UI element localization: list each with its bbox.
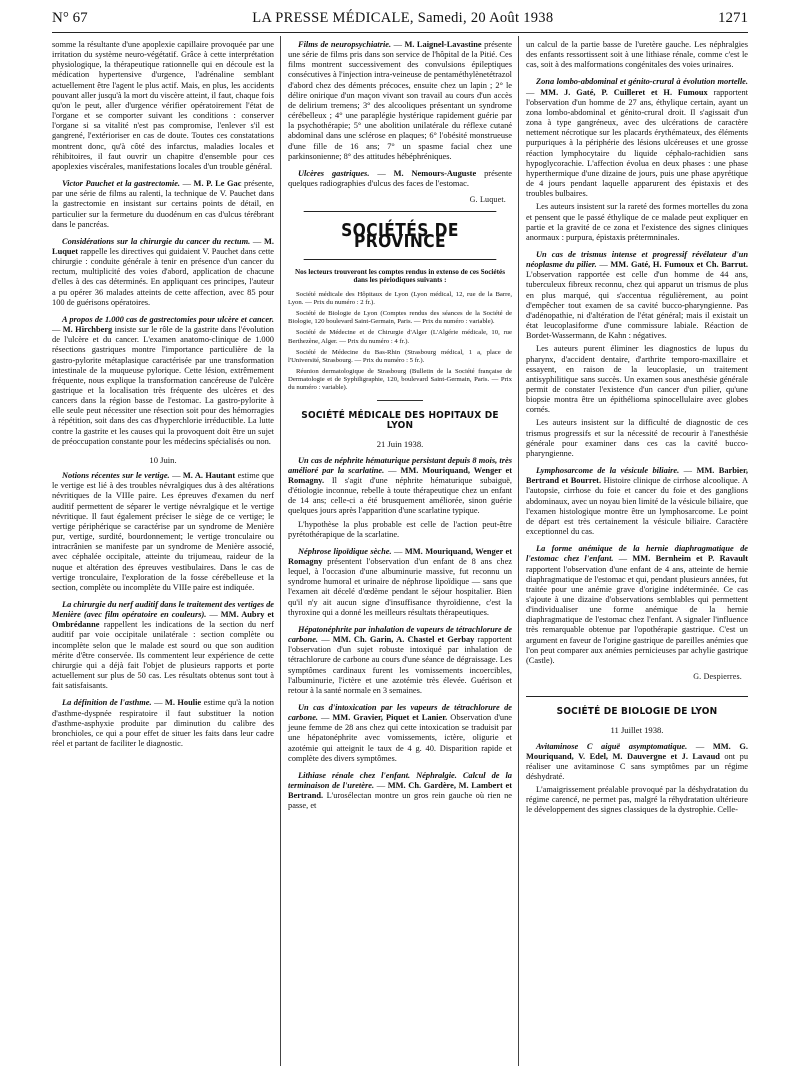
- article-body: L'observation rapportée est celle d'un homme de 44 ans, tuberculeux fibreux reconnu, chez qui apparut un trismus de plus en plus marqué, qui s'accentua régulièrement, au point d'empêcher tout examen de sa cavité bucco-pharyngienne. Pas d'adénopathie, ni d'altération de l'état général; mais il existait un état leucoplasiforme d'une commissure labiale. Réaction de Bordet-Wassermann, de Kahn : négatives.: [526, 270, 748, 341]
- article-title: Hépatonéphrite par inhalation de vapeurs de tétrachlorure de carbone.: [288, 624, 512, 645]
- article-title: Lithiase rénale chez l'enfant. Néphralgie. Calcul de la terminaison de l'uretère.: [288, 770, 512, 791]
- article-author: MM. G. Mouriquand, V. Edel, M. Dauvergne et J. Lavaud: [526, 741, 748, 761]
- society-entry: Société médicale des Hôpitaux de Lyon (Lyon médical, 12, rue de la Barre, Lyon. — Prix du numéro : 2 fr.).: [288, 291, 512, 307]
- article-author: MM. Ch. Gardère, M. Lambert et Bertrand.: [288, 781, 513, 801]
- column-divider: [280, 36, 281, 1066]
- article-author: M. Luquet: [52, 236, 274, 256]
- page-number-left: N° 67: [52, 10, 88, 26]
- article-author: M. A. Hautant: [182, 471, 236, 481]
- paragraph: Les auteurs insistent sur la rareté des formes mortelles du zona et pensent que le passé éthylique de ce malade peut expliquer en partie et la gravité de ce zona et l'existence des signes cliniques anormaux : purpura, épistaxis prétermninales.: [526, 202, 748, 242]
- article-body: rapportent l'observation d'un sujet robuste intoxiqué par inhalation de tétrachlorure de carbone au cours d'une séance de dégraissage. Les symptômes cardinaux furent les vomissements incoercibles, l'albuminurie, l'ictère et une azotémie très élevée. Guérison et retour à la santé normale en 3 semaines.: [288, 635, 512, 695]
- article-body: rappellent les indications de la section du nerf auditif par voie occipitale unilatérale : section complète ou incomplète selon que le malade est sourd ou que son audition mérite d'être conservée. Ils commentent leur expérience de cette chirurgie qui a déjà fait l'objet de plusieurs rapports et porte actuellement sur plus de 50 cas. Les résultats obtenus sont tout à fait satisfaisants.: [52, 620, 274, 691]
- article-title: La chirurgie du nerf auditif dans le traitement des vertiges de Menière (avec film opératoire en couleurs).: [52, 599, 274, 620]
- article: Un cas de néphrite hématurique persistant depuis 8 mois, très amélioré par la scarlatine. — MM. Mouriquand, Wenger et Romagny. Il s'agit d'une néphrite hématurique subaiguë, d'étiologie inconnue, rebelle à toute thérapeutique chez un enfant de 14 ans; celle-ci a été brusquement améliorée, sinon guérie quelques jours après l'apparition d'une scarlatine typique.: [288, 455, 513, 516]
- article-author: MM. Mouriquand, Wenger et Romagny: [288, 546, 512, 566]
- article-author: MM. Bernheim et P. Ravault: [632, 554, 749, 564]
- article-author: M. Houlie: [164, 698, 202, 708]
- column-divider: [518, 36, 519, 1066]
- paragraph: L'hypothèse la plus probable est celle de l'action peut-être pyrétothérapique de la scarlatine.: [288, 519, 512, 539]
- article-title: Victor Pauchet et la gastrectomie.: [62, 179, 181, 189]
- society-heading: SOCIÉTÉ MÉDICALE DES HOPITAUX DE LYON: [301, 410, 499, 432]
- society-entry: Société de Biologie de Lyon (Comptes rendus des séances de la Société de Biologie, 120 boulevard Saint-Germain, Paris. — Prix du numéro : variable).: [288, 310, 512, 326]
- article: A propos de 1.000 cas de gastrectomies pour ulcère et cancer. — M. Hirchberg insiste sur le rôle de la gastrite dans l'évolution de l'ulcère et du cancer. L'examen anatomo-clinique de 1.000 résections gastriques montre l'importance particulière de la gastro-pylorite métaplasique caractérisée par une transformation intestinale de la muqueuse pylorique. Cette lésion, extrêmement fréquente, nous explique la transformation cancéreuse de l'ulcère gastrique et la localisation très fréquente des ulcères et des cancers dans la région basse de l'estomac. La gastro-pylorite à elle seule peut nécessiter une résection soit pour des hémorragies à répétition, soit dans des cas d'hyperchlorie irréductible. La lutte contre la gastrite et les causes qui la provoquent doit être un sujet de préoccupation constante pour les médecins spécialisés ou non.: [52, 314, 274, 446]
- article: Un cas de trismus intense et progressif révélateur d'un néoplasme du pilier. — MM. Gaté, H. Fumoux et Ch. Barrut. L'observation rapportée est celle d'un homme de 44 ans, tuberculeux fibreux reconnu, chez qui apparut un trismus de plus en plus marqué, qui s'accentua régulièrement, au point d'empêcher tout examen de sa cavité bucco-pharyngienne. Pas d'adénopathie, ni d'altération de l'état général; mais il existait un état leucoplasiforme d'une commissure labiale. Réaction de Bordet-Wassermann, de Kahn : négatives.: [526, 249, 749, 341]
- article-author: MM. Aubry et Ombrédanne: [52, 610, 275, 630]
- header-rule: [52, 32, 748, 33]
- column-right: [526, 40, 748, 819]
- article-title: La définition de l'asthme.: [62, 698, 152, 708]
- session-date: 21 Juin 1938.: [376, 439, 424, 450]
- article-body: estime qu'à la notion d'asthme-dyspnée respiratoire il faut substituer la notion d'asthme-asphyxie produite par diminution du calibre des bronchioles, ce qui a pour effet de situer les faits dans leur cadre réel et partant de faciliter le diagnostic.: [52, 698, 274, 748]
- article-body: L'urosélectan montre un gros rein gauche où rien ne passe, et: [288, 791, 512, 811]
- section-title-box: [304, 211, 497, 259]
- article-title: Un cas de trismus intense et progressif révélateur d'un néoplasme du pilier.: [526, 249, 748, 270]
- article-title: Zona lombo-abdominal et génito-crural à évolution mortelle.: [536, 77, 748, 87]
- section-intro: Nos lecteurs trouveront les comptes rendus in extenso de ces Sociétés dans les périodiques suivants :: [294, 267, 505, 285]
- column-left: [52, 40, 274, 752]
- article-author: MM. Gaté, H. Fumoux et Ch. Barrut.: [610, 260, 749, 270]
- paragraph: un calcul de la partie basse de l'uretère gauche. Les néphralgies des enfants ressortissent soit à une lithiase rénale, comme c'est le cas, soit à des malformations congénitales des voies urinaires.: [526, 40, 748, 70]
- divider: [377, 400, 423, 401]
- article-title: Films de neuropsychiatrie.: [298, 40, 392, 49]
- article-title: Avitaminose C aiguë asymptomatique.: [536, 741, 688, 751]
- article-body: rappelle les directives qui guidaient V. Pauchet dans cette chirurgie : conduite générale à tenir en présence d'un cancer du rectum, multiplicité des voies d'abord, application de chacune d'elles à des cas déterminés. En appliquant ces principes, l'auteur a pu opérer 36 malades atteints de cette affection, avec 85 pour 100 de guérisons opératoires.: [52, 246, 274, 307]
- article-body: rapportent l'observation d'une enfant de 4 ans, atteinte de hernie diaphragmatique de l'estomac et qui, pendant plusieurs années, fut traitée pour une anémie grave d'origine indéterminée. Ce cas s'ajoute à une dizaine d'observations semblables qui permettent d'individualiser une forme anémique de la hernie diaphragmatique de l'estomac chez l'enfant. A signaler l'influence très remarquable obtenue par l'opothérapie gastrique. C'est un argument en faveur de l'origine gastrique de pareilles anémies que l'on peut comparer aux anémies pernicieuses par achylie gastrique (Castle).: [526, 564, 748, 665]
- article: Un cas d'intoxication par les vapeurs de tétrachlorure de carbone. — MM. Gravier, Piquet et Lanier. Observation d'une jeune femme de 28 ans chez qui cette intoxication se traduisit par une hépatonéphrite avec vomissements, ictère, oligurie et azotémie qui atteignit le taux de 4 g. 40. Disparition rapide et complète des divers symptômes.: [288, 703, 512, 763]
- article-author: MM. Barbier, Bertrand et Bourret.: [526, 466, 748, 486]
- article: Néphrose lipoïdique sèche. — MM. Mouriquand, Wenger et Romagny présentent l'observation d'un enfant de 8 ans chez lequel, à l'occasion d'une albuminurie massive, fut reconnu un syndrome humoral et urinaire de néphrose lipoïdique — sans que l'examen ait décelé d'œdème pendant le séjour hospitalier. Bien qu'il n'y ait aucun signe d'insuffisance thyroïdienne, c'est la thyroxine qui a donné les meilleurs résultats thérapeutiques.: [288, 546, 513, 617]
- article-body: estime que le vertige est lié à des troubles névralgiques dus à des altérations névritiques de la VIIIe paire. Les épreuves d'examen du nerf auditif permettent de séparer le vertige névralgique et le vertige névritique. Il faut également préciser le siège de ce vertige; le vertige périphérique se caractérise par un syndrome de Menière pur, vertige, surdité, bourdonnement; le vertige tronculaire ou intracrânien se manifeste par un syndrome de Menière associé, avec céphalée occipitale, atteinte du trijumeau, raideur de la nuque et altération des épreuves vestibulaires. Dans le cas de vertige tronculaire, l'exploration de la fosse cérébelleuse et la section, complète ou incomplète du VIIIe paire est indiquée.: [52, 471, 275, 592]
- article-body: présentent l'observation d'un enfant de 8 ans chez lequel, à l'occasion d'une albuminurie massive, fut reconnu un syndrome humoral et urinaire de néphrose lipoïdique — sans que l'examen ait décelé d'œdème pendant le séjour hospitalier. Bien qu'il n'y ait aucun signe d'insuffisance thyroïdienne, c'est la thyroxine qui a donné les meilleurs résultats thérapeutiques.: [288, 556, 513, 617]
- page-header: [52, 10, 748, 34]
- society-heading: SOCIÉTÉ DE BIOLOGIE DE LYON: [556, 706, 718, 718]
- article-title: Un cas de néphrite hématurique persistant depuis 8 mois, très amélioré par la scarlatine.: [288, 455, 512, 475]
- article-author: M. Hirchberg: [62, 325, 113, 335]
- article-author: MM. J. Gaté, P. Cuilleret et H. Fumoux: [540, 87, 708, 97]
- column-middle: [288, 40, 512, 815]
- signature: G. Luquet.: [469, 195, 506, 205]
- article: Ulcères gastriques. — M. Nemours-Auguste présente quelques radiographies d'ulcus des faces de l'estomac.: [288, 168, 512, 189]
- paragraph: L'amaigrissement préalable provoqué par la déshydratation du régime carencé, ne permet pas, malgré la réhydratation ultérieure le développement des signes classiques de la dystrophie. Celle-: [526, 785, 748, 815]
- article-body: ont pu réaliser une avitaminose C sans symptômes par un régime déshydraté.: [526, 751, 749, 781]
- session-date: 10 Juin.: [149, 454, 177, 465]
- article: La forme anémique de la hernie diaphragmatique de l'estomac chez l'enfant. — MM. Bernheim et P. Ravault rapportent l'observation d'une enfant de 4 ans, atteinte de hernie diaphragmatique de l'estomac et qui, pendant plusieurs années, fut traitée pour une anémie grave d'origine indéterminée. Ce cas s'ajoute à une dizaine d'observations semblables qui permettent d'individualiser une forme anémique de la hernie diaphragmatique de l'estomac chez l'enfant. A signaler l'influence très remarquable obtenue par l'opothérapie gastrique. C'est un argument en faveur de l'origine gastrique de pareilles anémies que l'on peut comparer aux anémies pernicieuses par achylie gastrique (Castle).: [526, 544, 749, 665]
- article: Films de neuropsychiatrie. — M. Laignel-Lavastine présente une série de films pris dans son service de l'hôpital de la Pitié. Ces films montrent successivement des convulsions épileptiques consécutives à l'injection intra-veineuse de pentaméthylènetétrazol d'abord chez des déments précoces, ensuite chez un lapin ; 2° le délire onirique d'un maçon vivant son travail au cours d'un accès de delirium tremens; 3° des alcooliques présentant un syndrome cérébelleux ; 4° une paraplégie hystérique rapidement guérie par la psychothérapie; 5° une abolition unilatérale du réflexe cutané abdominal dans une sclérose en plaques; 6° l'obésité monstrueuse d'une fille de 16 ans; 7° un spasme facial chez une parkinsonienne; 8° des attitudes hébéphréniques.: [288, 40, 512, 161]
- article-title: Notions récentes sur le vertige.: [62, 471, 170, 481]
- article: Considérations sur la chirurgie du cancer du rectum. — M. Luquet rappelle les directives qui guidaient V. Pauchet dans cette chirurgie : conduite générale à tenir en présence d'un cancer du rectum, multiplicité des voies d'abord, application de chacune d'elles à des cas déterminés. En appliquant ces principes, l'auteur a pu opérer 36 malades atteints de cette affection, avec 85 pour 100 de guérisons opératoires.: [52, 236, 274, 307]
- paragraph: Les auteurs purent éliminer les diagnostics de lupus du pharynx, d'accident dentaire, d'arthrite temporo-maxillaire et essayent, en raison de la leucoplasie, un traitement antisyphilitique sans succès. Un examen sous anesthésie générale permit de constater l'existence d'un cancer d'un pilier, qu'une biopsie montra être un épithélioma spinocellulaire avec globes cornés.: [526, 344, 748, 415]
- article-author: MM. Mouriquand, Wenger et Romagny.: [288, 465, 512, 485]
- society-entry: Société de Médecine du Bas-Rhin (Strasbourg médical, 1 a, place de l'Université, Strasbourg. — Prix du numéro : 5 fr.).: [288, 348, 512, 364]
- article-author: M. Nemours-Auguste: [393, 168, 477, 178]
- society-entry: Réunion dermatologique de Strasbourg (Bulletin de la Société française de Dermatologie et de Syphiligraphie, 120, boulevard Saint-Germain, Paris. — Prix du numéro : variable).: [288, 367, 512, 391]
- article-author: M. P. Le Gac: [193, 179, 242, 189]
- article-body: Histoire clinique de cirrhose alcoolique. A l'autopsie, cirrhose du foie et cancer du foie et des ganglions abdominaux, avec un noyau bien limité de la vésicule biliaire, que l'examen histologique montre être un lymphosarcome. Le point de départ est très certainement la vésicule biliaire. Caractère exceptionnel du cas.: [526, 476, 748, 537]
- article: Avitaminose C aiguë asymptomatique. — MM. G. Mouriquand, V. Edel, M. Dauvergne et J. Lavaud ont pu réaliser une avitaminose C sans symptômes par un régime déshydraté.: [526, 741, 749, 781]
- article-title: Néphrose lipoïdique sèche.: [298, 546, 392, 556]
- article: Hépatonéphrite par inhalation de vapeurs de tétrachlorure de carbone. — MM. Ch. Garin, A. Chastel et Gerbay rapportent l'observation d'un sujet robuste intoxiqué par inhalation de tétrachlorure de carbone au cours d'une séance de dégraissage. Les symptômes cardinaux furent les vomissements incoercibles, l'albuminurie, l'ictère et une azotémie très élevée. Guérison et retour à la santé normale en 3 semaines.: [288, 624, 512, 695]
- article: La définition de l'asthme. — M. Houlie estime qu'à la notion d'asthme-dyspnée respiratoire il faut substituer la notion d'asthme-asphyxie produite par diminution du calibre des bronchioles, ce qui a pour effet de situer les faits dans leur cadre réel et partant de faciliter le diagnostic.: [52, 698, 274, 748]
- signature: G. Despierres.: [693, 672, 742, 682]
- article: Victor Pauchet et la gastrectomie. — M. P. Le Gac présente, par une série de films au ralenti, la technique de V. Pauchet dans la gastrectomie en insistant sur certains points de détail, en particulier sur la fermeture du duodénum en cas d'ulcus térébrant dans le pancréas.: [52, 179, 275, 229]
- society-list: [288, 291, 512, 392]
- article: Lithiase rénale chez l'enfant. Néphralgie. Calcul de la terminaison de l'uretère. — MM. Ch. Gardère, M. Lambert et Bertrand. L'urosélectan montre un gros rein gauche où rien ne passe, et: [288, 770, 513, 811]
- article-title: Considérations sur la chirurgie du cancer du rectum.: [62, 236, 251, 246]
- journal-title: LA PRESSE MÉDICALE, Samedi, 20 Août 1938: [252, 10, 554, 26]
- article: Lymphosarcome de la vésicule biliaire. — MM. Barbier, Bertrand et Bourret. Histoire clinique de cirrhose alcoolique. A l'autopsie, cirrhose du foie et cancer du foie et des ganglions abdominaux, avec un noyau bien limité de la vésicule biliaire, que l'examen histologique montre être un lymphosarcome. Le point de départ est très certainement la vésicule biliaire. Caractère exceptionnel du cas.: [526, 466, 748, 537]
- section-title: SOCIÉTÉS DE PROVINCE: [341, 220, 459, 252]
- article: Zona lombo-abdominal et génito-crural à évolution mortelle. — MM. J. Gaté, P. Cuilleret et H. Fumoux rapportent l'observation d'un homme de 27 ans, éthylique certain, ayant un zona lombo-abdominal et génito-crural droit. Il s'agissait d'un zona à type gangréneux, avec des ulcérations de caractère nettement nécrotique sur les placards érythémateux, des éléments purpuriques à la périphérie des lésions ulcéreuses et une grosse réaction lymphocytaire du liquide céphalo-rachidien sans hypoglycorachie. L'affection évolua en deux phases : une phase hyperthermique d'une dizaine de jours, puis une phase apyrétique de 4 jours pendant laquelle apparurent des épistaxis et des troubles bulbaires.: [526, 77, 749, 199]
- article-body: présente quelques radiographies d'ulcus des faces de l'estomac.: [288, 168, 512, 189]
- session-date: 11 Juillet 1938.: [610, 725, 664, 736]
- article-title: A propos de 1.000 cas de gastrectomies pour ulcère et cancer.: [62, 314, 274, 324]
- article-title: La forme anémique de la hernie diaphragmatique de l'estomac chez l'enfant.: [526, 544, 748, 564]
- article-body: insiste sur le rôle de la gastrite dans l'évolution de l'ulcère et du cancer. L'examen anatomo-clinique de 1.000 résections gastriques montre l'importance particulière de la gastro-pylorite métaplasique caractérisée par une transformation intestinale de la muqueuse pylorique. Cette lésion, extrêmement fréquente, nous explique la transformation cancéreuse de l'ulcère gastrique et la localisation très fréquente des ulcères et des cancers dans la région basse de l'estomac. La gastro-pylorite à elle seule peut nécessiter une résection soit pour des hémorragies à répétition, soit dans des cas d'hyperchlorie irréductible. La lutte contre la gastrite et les causes qui la provoquent doit être un sujet de préoccupation constante pour les médecins spécialisés ou non.: [52, 325, 274, 446]
- paragraph: Les auteurs insistent sur la difficulté de diagnostic de ces trismus progressifs et sur la nécessité de recourir à l'anesthésie générale pour examiner dans ces cas la cavité bucco-pharyngienne.: [526, 418, 748, 458]
- article-body: présente une série de films pris dans son service de l'hôpital de la Pitié. Ces films montrent successivement des convulsions épileptiques consécutives à l'injection intra-veineuse de pentaméthylènetétrazol d'abord chez des déments précoces, ensuite chez un lapin ; 2° le délire onirique d'un maçon vivant son travail au cours d'un accès de delirium tremens; 3° des alcooliques présentant un syndrome cérébelleux ; 4° une paraplégie hystérique rapidement guérie par la psychothérapie; 5° une abolition unilatérale du réflexe cutané abdominal dans une sclérose en plaques; 6° l'obésité monstrueuse d'une fille de 16 ans; 7° un spasme facial chez une parkinsonienne; 8° des attitudes hébéphréniques.: [288, 40, 512, 161]
- society-entry: Société de Médecine et de Chirurgie d'Alger (L'Algérie médicale, 10, rue Berthezène, Alger. — Prix du numéro : 4 fr.).: [288, 329, 512, 345]
- page-number-right: 1271: [718, 10, 748, 26]
- article: Notions récentes sur le vertige. — M. A. Hautant estime que le vertige est lié à des troubles névralgiques dus à des altérations névritiques de la VIIIe paire. Les épreuves d'examen du nerf auditif permettent de séparer le vertige névralgique et le vertige névritique. Il faut également préciser le siège de ce vertige; le vertige périphérique se caractérise par un syndrome de Menière pur, vertige, surdité, bourdonnement; le vertige tronculaire ou intracrânien se manifeste par un syndrome de Menière associé, avec céphalée occipitale, atteinte du trijumeau, raideur de la nuque et altération des épreuves vestibulaires. Dans le cas de vertige tronculaire, l'exploration de la fosse cérébelleuse et la section, complète ou incomplète du VIIIe paire est indiquée.: [52, 471, 275, 592]
- article: La chirurgie du nerf auditif dans le traitement des vertiges de Menière (avec film opératoire en couleurs). — MM. Aubry et Ombrédanne rappellent les indications de la section du nerf auditif par voie occipitale unilatérale : section complète ou incomplète selon que le malade est sourd ou que son audition mérite d'être conservée. Ils commentent leur expérience de cette chirurgie qui a déjà fait l'objet de plusieurs rapports et porte actuellement sur plus de 50 cas. Les résultats obtenus sont tout à fait satisfaisants.: [52, 599, 275, 691]
- article-body: Observation d'une jeune femme de 28 ans chez qui cette intoxication se traduisit par une hépatonéphrite avec vomissements, ictère, oligurie et azotémie qui atteignit le taux de 4 g. 40. Disparition rapide et complète des divers symptômes.: [288, 713, 512, 763]
- divider: [526, 696, 748, 697]
- article-title: Un cas d'intoxication par les vapeurs de tétrachlorure de carbone.: [288, 703, 512, 723]
- article-title: Lymphosarcome de la vésicule biliaire.: [536, 466, 680, 476]
- article-title: Ulcères gastriques.: [298, 168, 370, 178]
- paragraph: somme la résultante d'une apoplexie capillaire provoquée par une irritation du système neuro-végétatif. Grâce à cette interprétation physiologique, la thérapeutique rationnelle qui en découle est la médication hypertensive d'urgence, l'adrénaline semblant actuellement être l'agent le plus actif. Mais, en plus, les accidents pouvant aller jusqu'à la mort du viscère atteint, il faut, chaque fois qu'on le peut, aller d'urgence vérifier opératoirement l'état de l'organe et se comporter suivant les conditions : conserver l'organe si sa vitalité n'est pas compromise, l'enlever s'il est gangrené, l'extérioriser en cas de doute. Toutes ces constatations montrent donc, qu'à côté des infarctus, maladies locales et réhibitoires, il faut ouvrir un chapitre d'ensemble pour ces apoplexies viscérales, manifestations locales d'un trouble général.: [52, 40, 274, 171]
- article-body: Il s'agit d'une néphrite hématurique subaiguë, d'étiologie inconnue, rebelle à toute thérapeutique chez un enfant de 14 ans; celle-ci a été brusquement améliorée, sinon guérie quelques jours après l'apparition d'une scarlatine typique.: [288, 475, 513, 516]
- article-body: rapportent l'observation d'un homme de 27 ans, éthylique certain, ayant un zona lombo-abdominal et génito-crural droit. Il s'agissait d'un zona à type gangréneux, avec des ulcérations de caractère nettement nécrotique sur les placards érythémateux, des éléments purpuriques à la périphérie des lésions ulcéreuses et une grosse réaction lymphocytaire du liquide céphalo-rachidien sans hypoglycorachie. L'affection évolua en deux phases : une phase hyperthermique d'une dizaine de jours, puis une phase apyrétique de 4 jours pendant laquelle apparurent des épistaxis et des troubles bulbaires.: [526, 87, 749, 199]
- article-author: MM. Gravier, Piquet et Lanier.: [332, 713, 448, 723]
- article-author: MM. Ch. Garin, A. Chastel et Gerbay: [332, 635, 475, 645]
- article-author: M. Laignel-Lavastine: [404, 40, 482, 49]
- article-body: présente, par une série de films au ralenti, la technique de V. Pauchet dans la gastrectomie en insistant sur certains points de détail, en particulier sur la fermeture du duodénum en cas d'ulcus térébrant dans le pancréas.: [52, 179, 275, 229]
